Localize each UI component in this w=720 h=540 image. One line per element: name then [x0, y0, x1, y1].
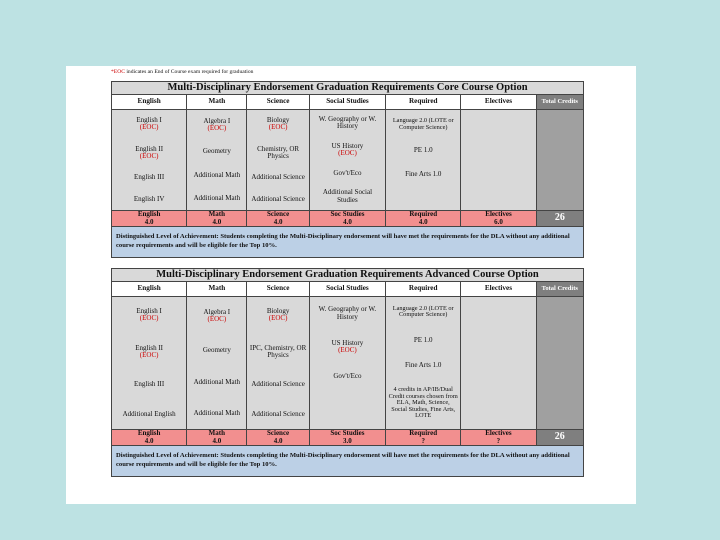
list-item: W. Geography or W. History — [318, 115, 377, 131]
list-item: Additional Social Studies — [322, 188, 373, 204]
science-cell — [247, 110, 309, 211]
dla-row — [112, 227, 584, 258]
total-credits-value: 26 — [536, 211, 583, 227]
total-credits-cell — [536, 110, 583, 211]
table-title: Multi-Disciplinary Endorsement Graduation Requirements Core Course Option — [112, 82, 584, 95]
total-english: English 4.0 — [112, 430, 187, 446]
list-item: English IV — [133, 194, 165, 203]
col-header-science: Science — [247, 282, 309, 297]
list-item: Additional Science — [251, 194, 305, 203]
col-header-science: Science — [247, 95, 309, 110]
dla-row — [112, 446, 584, 477]
list-item: Chemistry, OR Physics — [257, 144, 300, 160]
list-item: 4 credits in AP/IB/Dual Credit courses chosen from ELA, Math, Science, Social Studies, Fine Arts, LOTE — [388, 386, 458, 420]
eoc-note — [111, 69, 253, 75]
dla-note: Distinguished Level of Achievement: Students completing the Multi-Disciplinary endorsement will have met the requirements for the DLA without any additional course requirements and will be eligible for the Top 10%. — [112, 446, 584, 477]
col-header-electives: Electives — [461, 95, 536, 110]
list-item: Additional Science — [251, 380, 305, 389]
list-item: Additional Math — [193, 377, 241, 386]
social-studies-cell — [309, 110, 385, 211]
total-social-studies: Soc Studies 4.0 — [309, 211, 385, 227]
list-item: English I (EOC) — [136, 115, 162, 132]
electives-cell — [461, 110, 536, 211]
list-item: English II (EOC) — [135, 343, 164, 359]
science-cell — [247, 297, 309, 430]
col-header-total-credits: Total Credits — [536, 95, 583, 110]
total-electives: Electives 6.0 — [461, 211, 536, 227]
col-header-social-studies: Social Studies — [309, 282, 385, 297]
list-item: English I (EOC) — [136, 306, 162, 323]
list-item: English II (EOC) — [135, 144, 164, 160]
core-course-table — [111, 81, 584, 258]
list-item: Gov't/Eco — [333, 372, 362, 381]
list-item: IPC, Chemistry, OR Physics — [249, 343, 307, 359]
total-science: Science 4.0 — [247, 430, 309, 446]
header-row — [112, 282, 584, 297]
advanced-course-table — [111, 268, 584, 477]
table-body — [112, 110, 584, 211]
list-item: Additional English — [122, 409, 176, 418]
list-item: US History (EOC) — [331, 338, 364, 355]
list-item: Additional Science — [251, 173, 305, 182]
list-item: Fine Arts 1.0 — [405, 360, 442, 369]
list-item: Algebra I (EOC) — [203, 116, 231, 133]
total-electives: Electives ? — [461, 430, 536, 446]
col-header-required: Required — [386, 282, 461, 297]
math-cell — [187, 110, 247, 211]
col-header-total-credits: Total Credits — [536, 282, 583, 297]
total-math: Math 4.0 — [187, 211, 247, 227]
header-row — [112, 95, 584, 110]
math-cell — [187, 297, 247, 430]
social-studies-cell — [309, 297, 385, 430]
total-credits-cell — [536, 297, 583, 430]
list-item: Additional Math — [193, 193, 241, 202]
list-item: W. Geography or W. History — [318, 305, 377, 321]
total-required: Required 4.0 — [386, 211, 461, 227]
table-title: Multi-Disciplinary Endorsement Graduation Requirements Advanced Course Option — [112, 269, 584, 282]
required-cell — [386, 297, 461, 430]
english-cell — [112, 110, 187, 211]
total-required: Required ? — [386, 430, 461, 446]
english-cell — [112, 297, 187, 430]
electives-cell — [461, 297, 536, 430]
col-header-electives: Electives — [461, 282, 536, 297]
list-item: Fine Arts 1.0 — [405, 169, 442, 178]
list-item: Biology (EOC) — [266, 115, 290, 132]
list-item: Language 2.0 (LOTE or Computer Science) — [392, 304, 454, 319]
required-cell — [386, 110, 461, 211]
col-header-math: Math — [187, 95, 247, 110]
totals-row — [112, 211, 584, 227]
list-item: Geometry — [202, 147, 231, 156]
list-item: Additional Science — [251, 409, 305, 418]
dla-note: Distinguished Level of Achievement: Students completing the Multi-Disciplinary endorsement will have met the requirements for the DLA without any additional course requirements and will be eligible for the Top 10%. — [112, 227, 584, 258]
total-math: Math 4.0 — [187, 430, 247, 446]
list-item: PE 1.0 — [413, 335, 433, 344]
list-item: Biology (EOC) — [266, 306, 290, 323]
total-credits-value: 26 — [536, 430, 583, 446]
list-item: Additional Math — [193, 408, 241, 417]
eoc-marker: *EOC — [111, 69, 125, 75]
total-social-studies: Soc Studies 3.0 — [309, 430, 385, 446]
list-item: PE 1.0 — [413, 146, 433, 155]
col-header-math: Math — [187, 282, 247, 297]
table-title-row — [112, 82, 584, 95]
list-item: English III — [134, 380, 165, 389]
col-header-social-studies: Social Studies — [309, 95, 385, 110]
list-item: Algebra I (EOC) — [203, 307, 231, 324]
totals-row — [112, 430, 584, 446]
list-item: Gov't/Eco — [333, 168, 362, 177]
list-item: Language 2.0 (LOTE or Computer Science) — [392, 117, 454, 131]
table-title-row — [112, 269, 584, 282]
list-item: Geometry — [202, 346, 231, 355]
total-science: Science 4.0 — [247, 211, 309, 227]
list-item: English III — [134, 173, 165, 182]
col-header-required: Required — [386, 95, 461, 110]
list-item: US History (EOC) — [331, 141, 364, 158]
total-english: English 4.0 — [112, 211, 187, 227]
col-header-english: English — [112, 95, 187, 110]
eoc-note-text: indicates an End of Course exam required for graduation — [124, 69, 254, 75]
col-header-english: English — [112, 282, 187, 297]
list-item: Additional Math — [193, 170, 241, 179]
table-body — [112, 297, 584, 430]
